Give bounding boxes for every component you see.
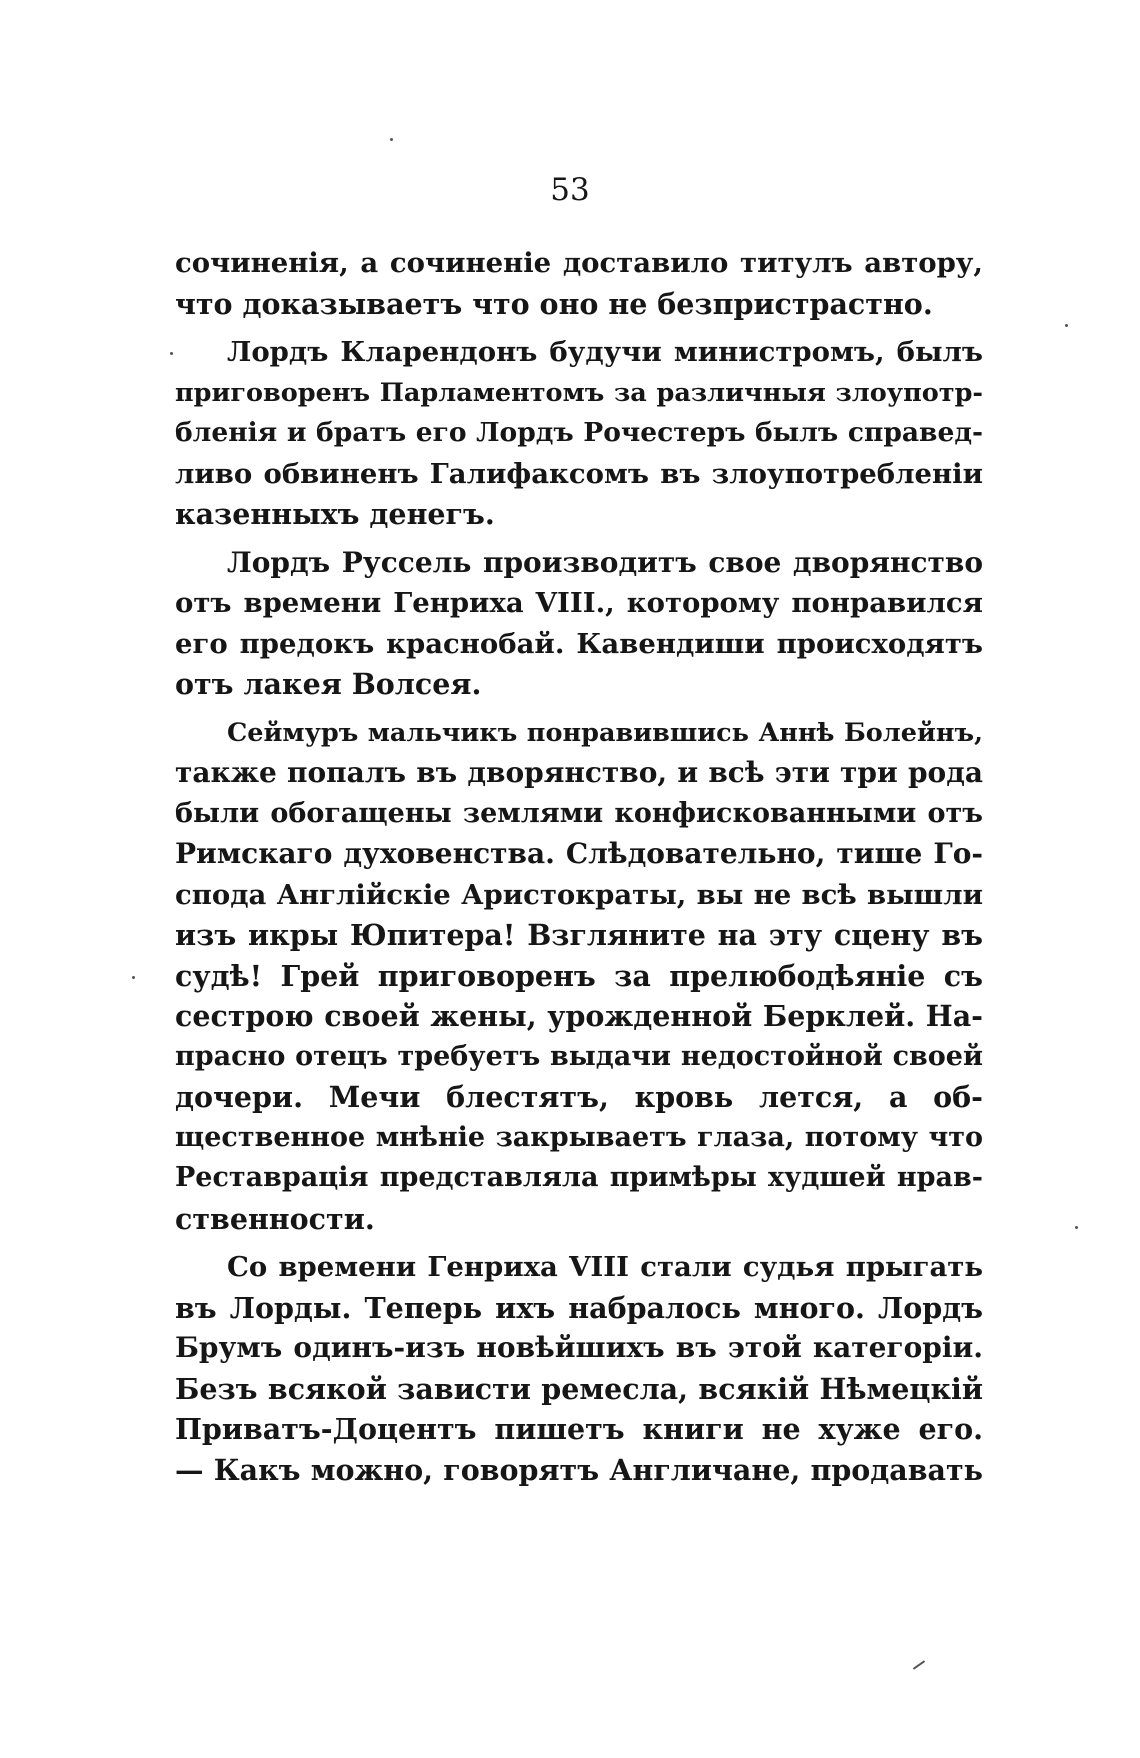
text-line: спода Англійскіе Аристократы, вы не всѣ вышли <box>175 878 983 911</box>
text-line: бленія и братъ его Лордъ Рочестеръ былъ справед- <box>175 417 983 448</box>
text-line: Сеймуръ мальчикъ понравившись Аннѣ Болейнъ, <box>227 717 983 748</box>
text-line: ственности. <box>175 1201 375 1236</box>
text-line: — Какъ можно, говорятъ Англичане, продавать <box>175 1452 983 1487</box>
text-line: судѣ! Грей приговоренъ за прелюбодѣяніе съ <box>175 958 983 993</box>
text-line: дочери. Мечи блестятъ, кровь лется, а об- <box>175 1080 983 1114</box>
text-line: Реставрація представляла примѣры худшей нрав- <box>175 1162 983 1193</box>
text-line: изъ икры Юпитера! Взгляните на эту сцену въ <box>175 918 983 952</box>
scan-speck <box>390 138 393 141</box>
paragraph <box>175 1247 983 1490</box>
text-line: что доказываетъ что оно не безпристрастно. <box>175 286 933 321</box>
body-text <box>175 243 983 1490</box>
text-line: его предокъ краснобай. Кавендиши происходятъ <box>175 627 983 660</box>
paragraph <box>175 713 983 1240</box>
text-line: отъ времени Генриха VIII., которому понравился <box>175 587 983 619</box>
text-line: казенныхъ денегъ. <box>175 497 495 531</box>
text-line: Брумъ одинъ-изъ новѣйшихъ въ этой категоріи. <box>175 1331 983 1364</box>
paragraph <box>175 543 983 705</box>
text-line: сестрою своей жены, урожденной Берклей. На- <box>175 999 983 1033</box>
scan-speck <box>913 1660 926 1670</box>
text-line: Римскаго духовенства. Слѣдовательно, тише Го- <box>175 837 983 870</box>
paragraph <box>175 243 983 324</box>
text-line: Со времени Генриха VIII стали судья прыгать <box>227 1251 983 1283</box>
text-line: въ Лорды. Теперь ихъ набралось много. Лордъ <box>175 1290 983 1325</box>
scan-speck <box>1065 324 1068 327</box>
page-number: 53 <box>550 172 590 208</box>
scan-speck <box>170 352 173 355</box>
text-line: ливо обвиненъ Галифаксомъ въ злоупотребленіи <box>175 457 983 490</box>
scan-speck <box>132 976 135 979</box>
text-line: щественное мнѣніе закрываетъ глаза, потому что <box>175 1121 983 1153</box>
text-line: Безъ всякой зависти ремесла, всякій Нѣмецкій <box>175 1371 983 1406</box>
paragraph <box>175 332 983 535</box>
scan-speck <box>1075 1226 1078 1229</box>
text-line: Лордъ Руссель производитъ свое дворянство <box>227 545 983 579</box>
text-line: отъ лакея Волсея. <box>175 667 482 701</box>
text-line: Приватъ-Доцентъ пишетъ книги не хуже его. <box>175 1412 983 1446</box>
text-line: были обогащены землями конфискованными отъ <box>175 797 983 829</box>
text-line: прасно отецъ требуетъ выдачи недостойной своей <box>175 1040 983 1072</box>
text-line: также попалъ въ дворянство, и всѣ эти три рода <box>175 756 983 789</box>
text-line: сочиненія, а сочиненіе доставило титулъ автору, <box>175 247 983 279</box>
text-line: приговоренъ Парламентомъ за различныя злоупотр- <box>175 377 983 408</box>
text-line: Лордъ Кларендонъ будучи министромъ, былъ <box>227 336 983 368</box>
